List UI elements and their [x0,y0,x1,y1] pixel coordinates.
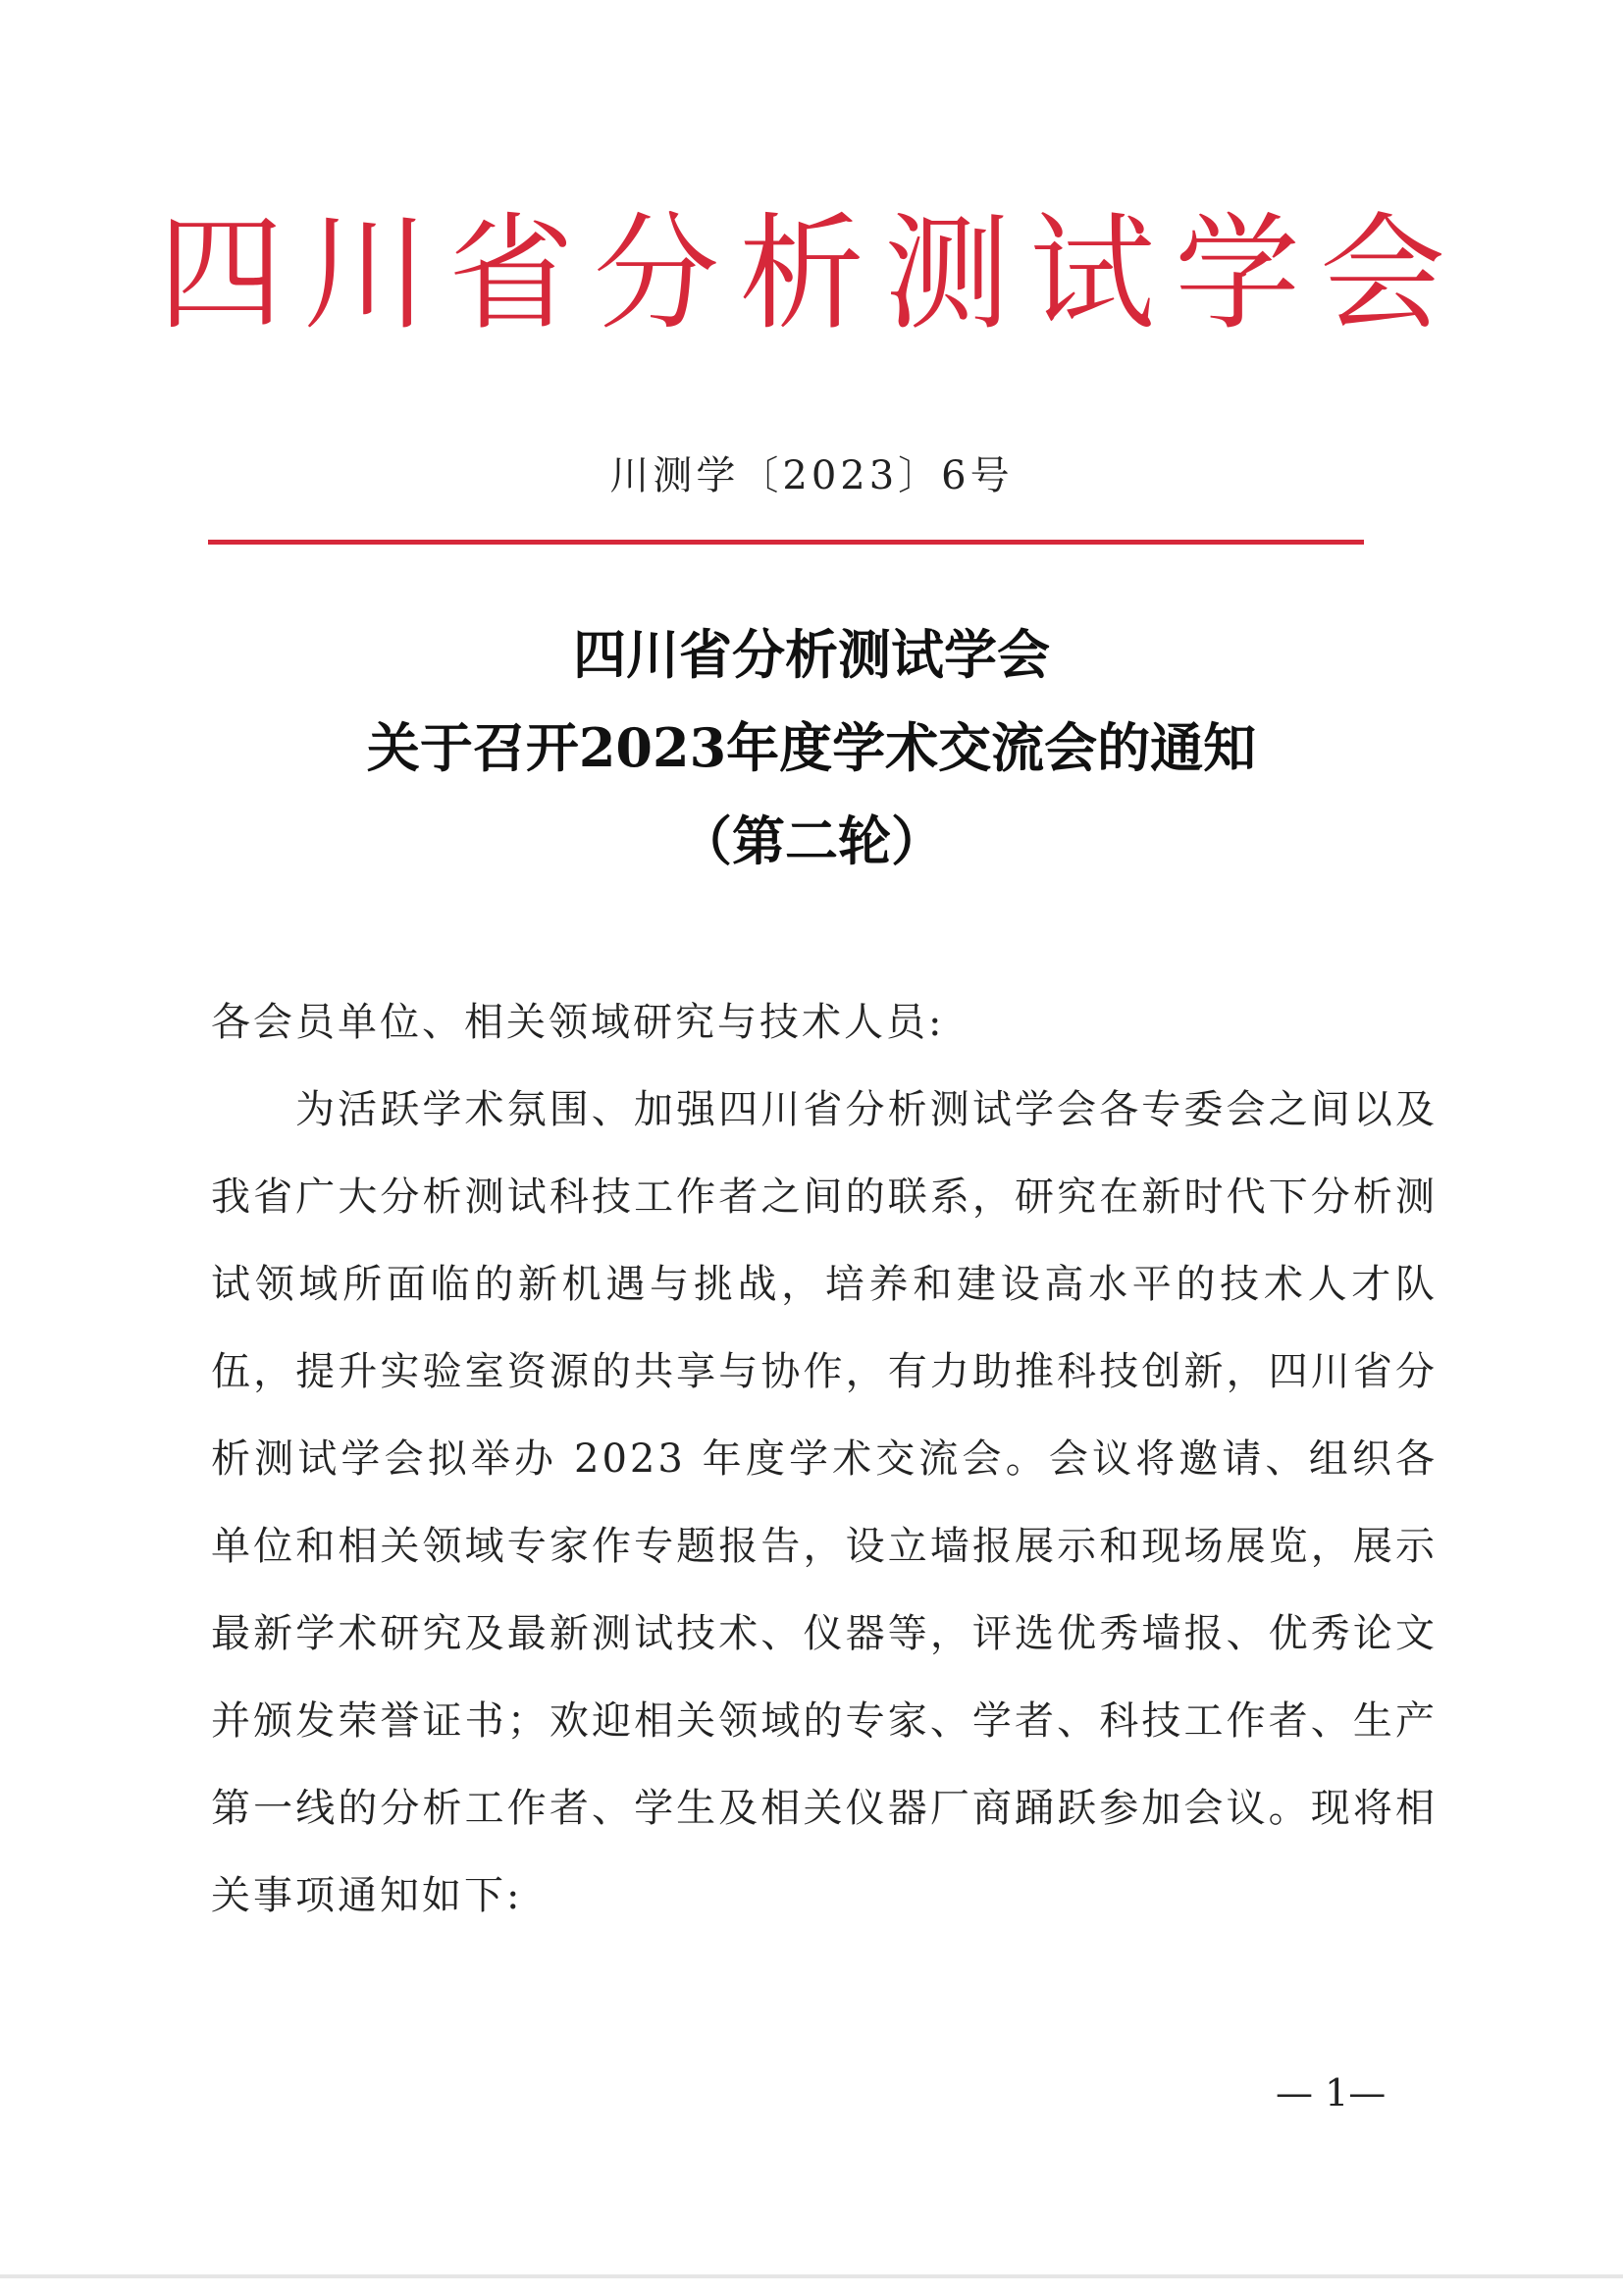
body-paragraph: 为活跃学术氛围、加强四川省分析测试学会各专委会之间以及我省广大分析测试科技工作者之间的联系，研究在新时代下分析测试领域所面临的新机遇与挑战，培养和建设高水平的技术人才队伍，提升实验室资源的共享与协作，有力助推科技创新，四川省分析测试学会拟举办 2023 年度学术交流会。会议将邀请、组织各单位和相关领域专家作专题报告，设立墙报展示和现场展览，展示最新学术研究及最新测试技术、仪器等，评选优秀墙报、优秀论文并颁发荣誉证书；欢迎相关领域的专家、学者、科技工作者、生产第一线的分析工作者、学生及相关仪器厂商踊跃参加会议。现将相关事项通知如下: [211,1087,1438,1918]
title-line-round: （第二轮） [679,809,944,872]
title-line-subject: 关于召开2023年度学术交流会的通知 [366,716,1257,779]
scan-bottom-edge [0,2274,1623,2278]
document-number: 川测学〔2023〕6号 [609,453,1014,498]
notice-body [211,979,1438,1940]
salutation: 各会员单位、相关领域研究与技术人员: [211,1000,945,1045]
title-line-organization: 四川省分析测试学会 [573,623,1050,686]
page-number: — 1— [1276,2071,1387,2114]
red-divider-line [208,540,1364,545]
notice-title [0,608,1623,888]
organization-header: 四川省分析测试学会 [157,201,1465,347]
